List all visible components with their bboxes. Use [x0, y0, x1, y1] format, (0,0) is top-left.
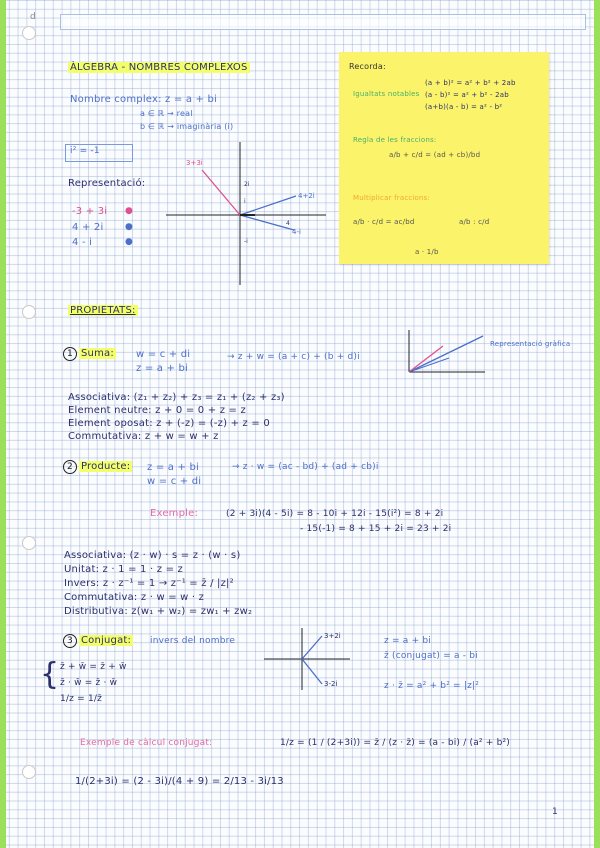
multiply-rule-label: Multiplicar fraccions: — [353, 194, 431, 202]
sum-z: z = a + bi — [136, 363, 188, 374]
identity-2: (a - b)² = a² + b² - 2ab — [425, 91, 509, 99]
vector-3-3i — [202, 170, 240, 215]
identities-label: Igualtats notables — [353, 90, 420, 98]
product-z: z = a + bi — [147, 462, 199, 473]
fraction-rule-label: Regla de les fraccions: — [353, 136, 437, 144]
sum-w: w = c + di — [136, 349, 191, 360]
imaginary-part-note: b ∈ ℝ → imaginària (i) — [140, 122, 234, 131]
product-property-4: Commutativa: z · w = w · z — [64, 592, 205, 603]
sum-vector-graph — [405, 328, 489, 376]
identity-1: (a + b)² = a² + b² + 2ab — [425, 79, 516, 87]
point-3-marker: ● — [125, 237, 134, 247]
sum-vector-z — [409, 346, 443, 372]
conjugate-rule-1: z̄ + w̄ = z̄ + w̄ — [60, 662, 127, 672]
conjugate-heading: 3 Conjugat: — [63, 634, 133, 648]
page-title: ÀLGEBRA - NOMBRES COMPLEXOS — [70, 62, 248, 73]
imaginary-unit: i² = -1 — [70, 146, 100, 156]
conjugate-label-lower: 3-2i — [324, 680, 338, 688]
conjugate-example-2: 1/(2+3i) = (2 - 3i)/(4 + 9) = 2/13 - 3i/13 — [75, 776, 284, 787]
conjugate-rule-2: z̄ · w̄ = z̄ · w̄ — [60, 678, 118, 688]
conjugate-right-2: z̄ (conjugat) = a - bi — [384, 651, 478, 661]
conjugate-right-3: z · z̄ = a² + b² = |z|² — [384, 681, 480, 691]
page-number: 1 — [552, 807, 558, 817]
sum-property-3: Element oposat: z + (-z) = (-z) + z = 0 — [68, 418, 270, 429]
product-property-2: Unitat: z · 1 = 1 · z = z — [64, 564, 183, 575]
identity-3: (a+b)(a - b) = a² - b² — [425, 103, 503, 111]
product-property-5: Distributiva: z(w₁ + w₂) = zw₁ + zw₂ — [64, 606, 253, 617]
sum-result: → z + w = (a + c) + (b + d)i — [227, 352, 360, 362]
header-field — [60, 14, 586, 30]
tick-2i: 2i — [244, 181, 250, 188]
tick-i: i — [244, 198, 246, 205]
right-page-edge — [594, 0, 600, 848]
conjugate-right-1: z = a + bi — [384, 636, 431, 646]
multiply-rule-expr-c: a · 1/b — [415, 248, 439, 256]
binder-hole-1 — [22, 26, 36, 40]
properties-title: PROPIETATS: — [70, 305, 136, 316]
multiply-rule-expr-a: a/b · c/d = ac/bd — [353, 218, 415, 226]
product-example-line2: - 15(-1) = 8 + 15 + 2i = 23 + 2i — [300, 524, 452, 534]
point-3: 4 - i — [72, 237, 93, 248]
point-2: 4 + 2i — [72, 222, 104, 233]
product-example-line1: (2 + 3i)(4 - 5i) = 8 - 10i + 12i - 15(i²) = 8 + 2i — [226, 509, 444, 519]
conjugate-vector-lower — [302, 659, 322, 684]
sum-property-4: Commutativa: z + w = w + z — [68, 431, 219, 442]
vector-4-2i — [240, 196, 296, 215]
conjugate-example-expr: 1/z = (1 / (2+3i)) = z̄ / (z · z̄) = (a - bi) / (a² + b²) — [280, 738, 511, 748]
left-page-edge — [0, 0, 6, 848]
multiply-rule-expr-b: a/b : c/d — [459, 218, 490, 226]
point-2-marker: ● — [125, 222, 134, 232]
sum-graph-note: Representació gràfica — [490, 340, 571, 348]
corner-mark: d — [30, 12, 36, 22]
conjugate-vector-upper — [302, 636, 322, 659]
sticky-title: Recorda: — [349, 62, 386, 71]
sum-heading: 1 Suma: — [63, 347, 116, 361]
binder-hole-2 — [22, 305, 36, 319]
representation-label: Representació: — [68, 178, 146, 189]
point-1: -3 + 3i — [72, 206, 108, 217]
tick-4: 4 — [286, 220, 290, 227]
complex-plane-graph — [160, 140, 332, 288]
product-property-1: Associativa: (z · w) · s = z · (w · s) — [64, 550, 241, 561]
tick-minus-i: -i — [244, 238, 248, 245]
conjugate-label-upper: 3+2i — [324, 632, 341, 640]
conjugate-example-label: Exemple de càlcul conjugat: — [80, 738, 213, 748]
fraction-rule-expr: a/b + c/d = (ad + cb)/bd — [389, 151, 481, 159]
label-4-minus-i: 4-i — [292, 228, 301, 236]
conjugate-rule-3: 1/z = 1/z̄ — [60, 694, 103, 704]
complex-number-definition: Nombre complex: z = a + bi — [70, 94, 218, 105]
sum-vector-total — [409, 336, 483, 372]
sticky-note — [339, 52, 549, 264]
binder-hole-3 — [22, 536, 36, 550]
point-1-marker: ● — [125, 206, 134, 216]
product-example-label: Exemple: — [150, 508, 199, 519]
product-result: → z · w = (ac - bd) + (ad + cb)i — [232, 462, 379, 472]
sum-property-2: Element neutre: z + 0 = 0 + z = z — [68, 405, 246, 416]
real-part-note: a ∈ ℝ → real — [140, 109, 193, 118]
rules-brace: { — [40, 657, 60, 692]
label-4-2i: 4+2i — [298, 192, 315, 200]
label-3-3i: 3+3i — [186, 159, 203, 167]
product-w: w = c + di — [147, 476, 202, 487]
sum-property-1: Associativa: (z₁ + z₂) + z₃ = z₁ + (z₂ + z₃) — [68, 392, 285, 403]
product-property-3: Invers: z · z⁻¹ = 1 → z⁻¹ = z̄ / |z|² — [64, 578, 234, 589]
conjugate-graph — [262, 626, 354, 692]
binder-hole-4 — [22, 765, 36, 779]
product-heading: 2 Producte: — [63, 460, 132, 474]
conjugate-description: invers del nombre — [150, 636, 236, 646]
sum-vector-w — [409, 358, 449, 372]
